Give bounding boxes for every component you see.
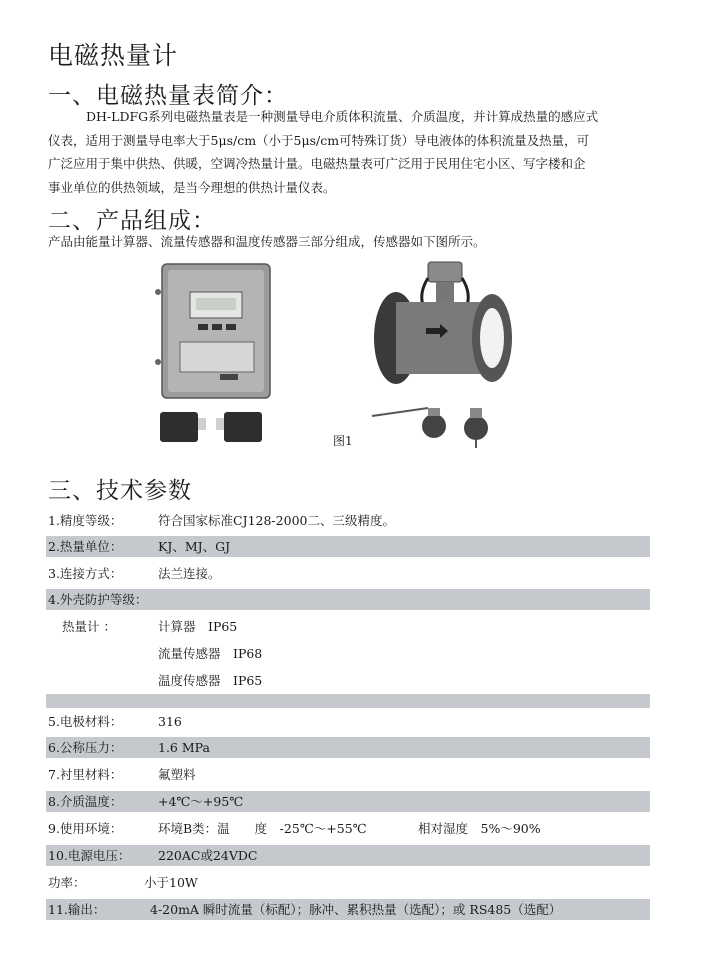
spec-row xyxy=(46,737,650,758)
protection-item: 温度传感器 IP65 xyxy=(158,673,263,688)
spec-row xyxy=(46,563,650,584)
spec-label: 5.电极材料： xyxy=(48,714,123,729)
calculator-figure xyxy=(150,262,280,447)
page-title: 电磁热量计 xyxy=(48,41,179,70)
intro-line: 仪表，适用于测量导电率大于5μs/cm（小于5μs/cm可特殊订货）导电液体的体积流量及热量，可 xyxy=(48,132,590,148)
spec-label: 7.衬里材料： xyxy=(48,767,123,782)
spec-row xyxy=(46,536,650,557)
spec-label: 9.使用环境： xyxy=(48,821,123,836)
intro-line: 广泛应用于集中供热、供暖，空调冷热量计量。电磁热量表可广泛用于民用住宅小区、写字楼和企 xyxy=(48,156,586,171)
spec-label: 功率： xyxy=(48,875,86,890)
spec-value: 氟塑料 xyxy=(158,767,196,782)
spec-row xyxy=(46,589,650,610)
spec-row xyxy=(46,510,650,531)
protection-label: 热量计 ： xyxy=(62,619,116,634)
figure-caption: 图1 xyxy=(333,434,353,448)
section-specs-heading: 三、技术参数 xyxy=(48,478,192,504)
spec-label: 8.介质温度： xyxy=(48,794,123,809)
section-intro-heading: 一、电磁热量表简介： xyxy=(48,83,288,109)
intro-paragraph xyxy=(48,105,648,199)
spec-row xyxy=(46,872,650,893)
protection-item: 流量传感器 IP68 xyxy=(158,646,263,661)
spec-value: 1.6 MPa xyxy=(158,740,210,755)
spec-value: 316 xyxy=(158,714,182,729)
spec-label: 2.热量单位： xyxy=(48,539,123,554)
spec-value: 4-20mA 瞬时流量（标配）；脉冲、累积热量（选配）；或 RS485（选配） xyxy=(150,902,562,917)
flow-sensor-figure xyxy=(368,258,518,448)
spec-label: 3.连接方式： xyxy=(48,566,123,581)
intro-line: DH-LDFG系列电磁热量表是一种测量导电介质体积流量、介质温度，并计算成热量的感应式 xyxy=(86,109,599,124)
spec-row xyxy=(46,711,650,732)
spec-row xyxy=(46,818,650,839)
spec-row xyxy=(46,764,650,785)
section-composition-heading: 二、产品组成： xyxy=(48,208,216,234)
spec-label: 4.外壳防护等级： xyxy=(48,592,148,607)
spec-value: +4℃～+95℃ xyxy=(158,794,244,809)
spec-value: 符合国家标准CJ128-2000二、三级精度。 xyxy=(158,513,395,528)
spec-value: KJ、MJ、GJ xyxy=(158,539,231,554)
spec-label: 11.输出： xyxy=(48,902,106,917)
spec-value: 法兰连接。 xyxy=(158,566,221,581)
intro-line: 事业单位的供热领域，是当今理想的供热计量仪表。 xyxy=(48,179,336,195)
spec-value: 环境B类：温 度 -25℃～+55℃ xyxy=(158,821,367,836)
protection-item: 计算器 IP65 xyxy=(158,619,238,634)
spec-row xyxy=(46,845,650,866)
spec-value: 220AC或24VDC xyxy=(158,848,258,863)
spec-value: 小于10W xyxy=(144,875,198,890)
spec-row xyxy=(46,899,650,920)
spec-row xyxy=(46,791,650,812)
composition-text: 产品由能量计算器、流量传感器和温度传感器三部分组成，传感器如下图所示。 xyxy=(48,234,486,249)
spec-label: 1.精度等级： xyxy=(48,513,123,528)
spec-label: 10.电源电压： xyxy=(48,848,131,863)
spec-value-humidity: 相对湿度 5%～90% xyxy=(418,821,541,836)
row-divider xyxy=(46,694,650,708)
spec-label: 6.公称压力： xyxy=(48,740,123,755)
